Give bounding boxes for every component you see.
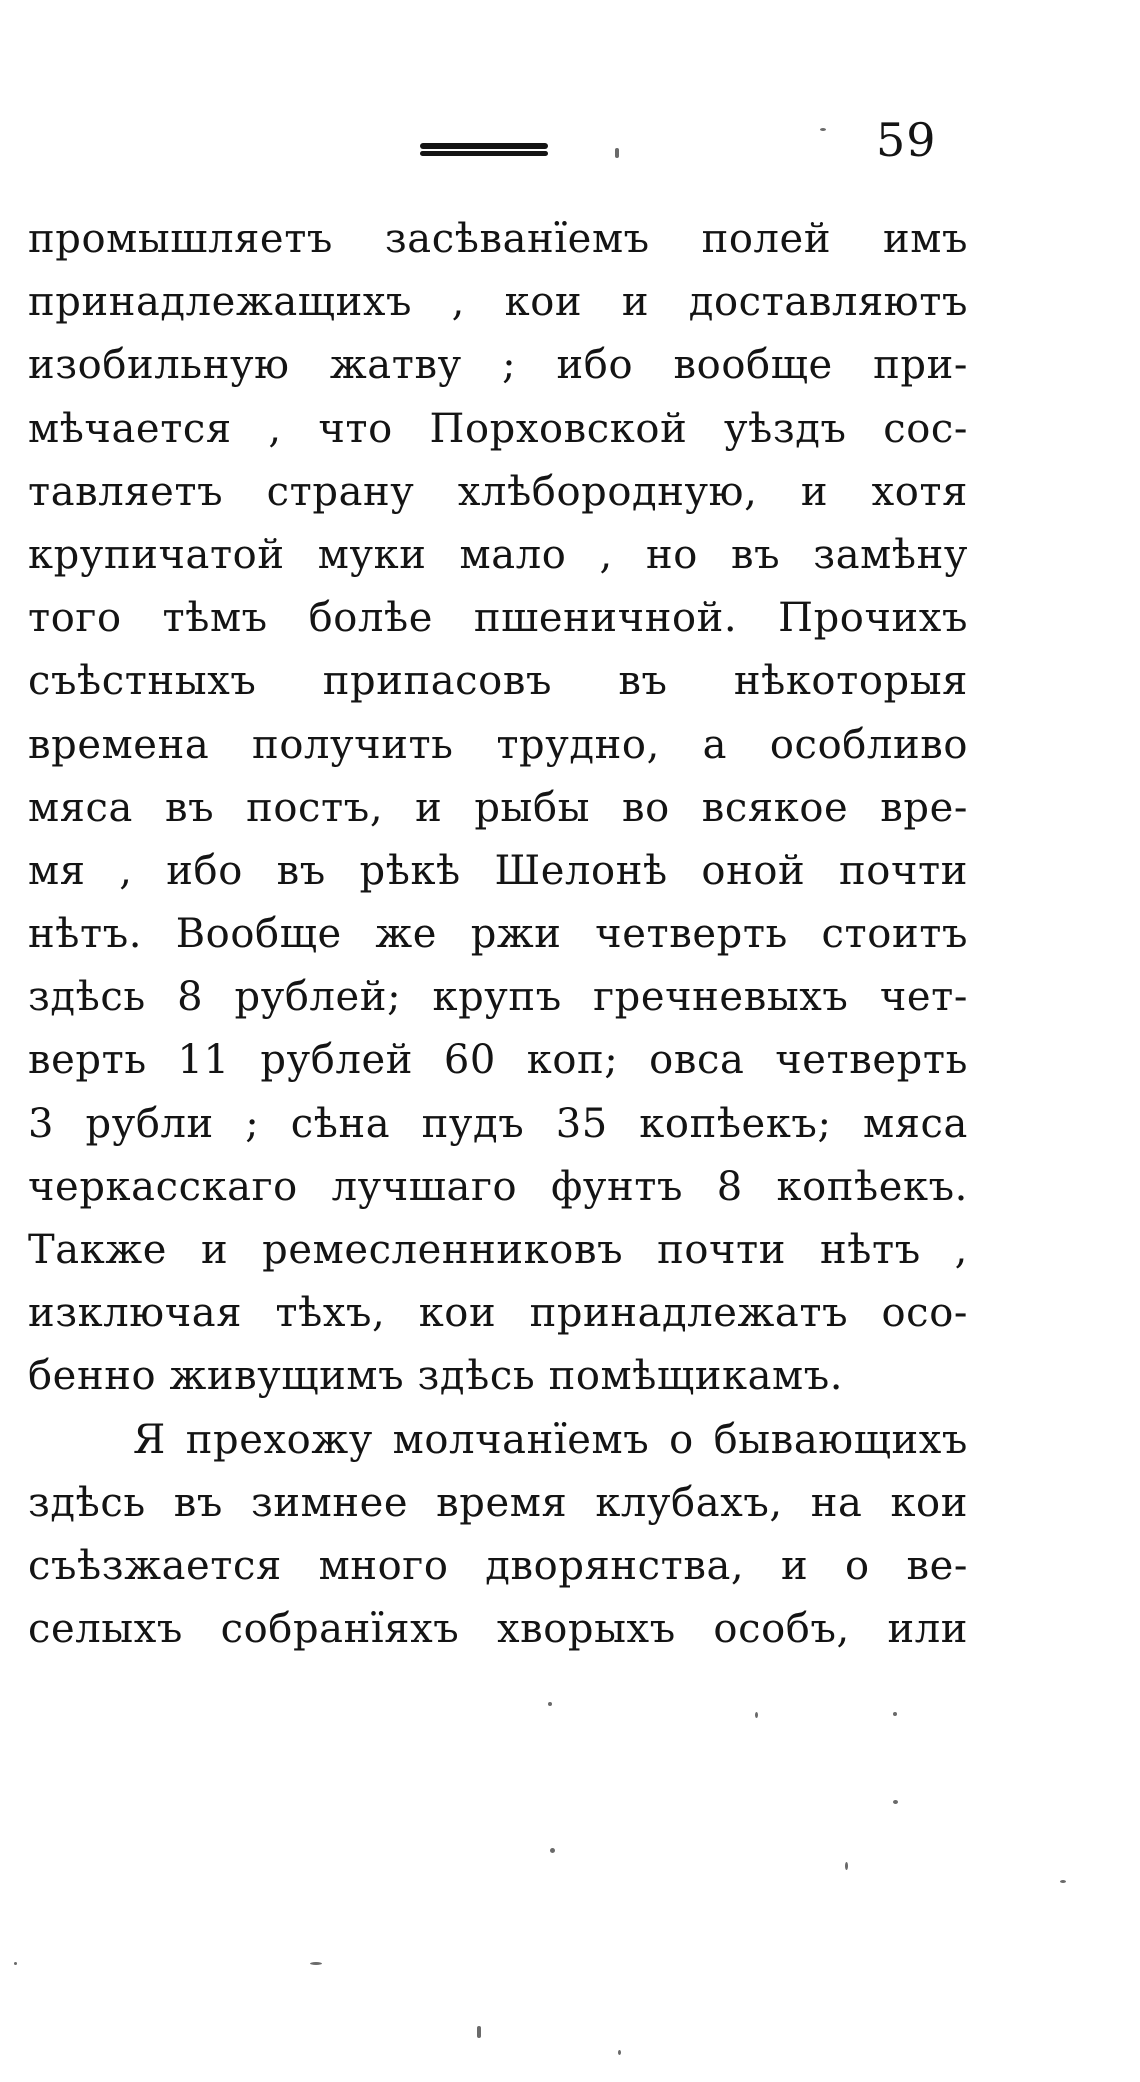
paragraph-start-line: Я прехожу молчанїемъ о бывающихъ <box>133 1416 968 1463</box>
text-line: крупичатой муки мало , но въ замѣну <box>28 531 968 578</box>
text-line: съѣстныхъ припасовъ въ нѣкоторыя <box>28 658 968 705</box>
paragraph-end-line: бенно живущимъ здѣсь помѣщикамъ. <box>28 1353 844 1400</box>
text-line: мя , ибо въ рѣкѣ Шелонѣ оной почти <box>28 847 968 894</box>
text-line: изобильную жатву ; ибо вообще при- <box>28 342 968 389</box>
scan-speck <box>893 1712 897 1716</box>
text-line: промышляетъ засѣванїемъ полей имъ <box>28 216 968 262</box>
text-line: съѣзжается много дворянства, и о ве- <box>28 1542 968 1589</box>
text-line: верть 11 рублей 60 коп; овса четверть <box>28 1037 968 1084</box>
text-line: здѣсь 8 рублей; крупъ гречневыхъ чет- <box>28 974 968 1021</box>
text-line: селыхъ собранїяхъ хворыхъ особъ, или <box>28 1606 968 1653</box>
text-line: времена получить трудно, а особливо <box>28 721 968 768</box>
scan-speck <box>548 1702 552 1706</box>
text-line: здѣсь въ зимнее время клубахъ, на кои <box>28 1479 968 1526</box>
scan-speck <box>550 1848 555 1853</box>
scan-speck <box>1060 1880 1066 1883</box>
text-line: тавляетъ страну хлѣбородную, и хотя <box>28 468 968 515</box>
scan-speck <box>310 1962 322 1965</box>
text-line: 3 рубли ; сѣна пудъ 35 копѣекъ; мяса <box>28 1100 968 1147</box>
scan-speck <box>845 1862 848 1870</box>
text-line: мяса въ постъ, и рыбы во всякое вре- <box>28 784 968 831</box>
text-line: черкасскаго лучшаго фунтъ 8 копѣекъ. <box>28 1163 968 1210</box>
text-line: того тѣмъ болѣе пшеничной. Прочихъ <box>28 595 968 642</box>
text-line: мѣчается , что Порховской уѣздъ сос- <box>28 405 968 452</box>
scan-speck <box>615 148 619 158</box>
scan-speck <box>477 2026 481 2038</box>
scan-speck <box>14 1962 17 1965</box>
scan-speck <box>893 1800 898 1804</box>
text-line: нѣтъ. Вообще же ржи четверть стоитъ <box>28 911 968 958</box>
page-number: 59 <box>876 113 937 167</box>
text-line: Также и ремесленниковъ почти нѣтъ , <box>28 1227 968 1273</box>
scan-speck <box>618 2050 621 2055</box>
scan-speck <box>820 128 826 131</box>
text-line: принадлежащихъ , кои и доставляютъ <box>28 279 968 326</box>
text-line: изключая тѣхъ, кои принадлежатъ осо- <box>28 1290 968 1337</box>
body-text <box>28 208 968 1661</box>
scan-speck <box>755 1712 758 1718</box>
header-rule <box>420 140 548 158</box>
